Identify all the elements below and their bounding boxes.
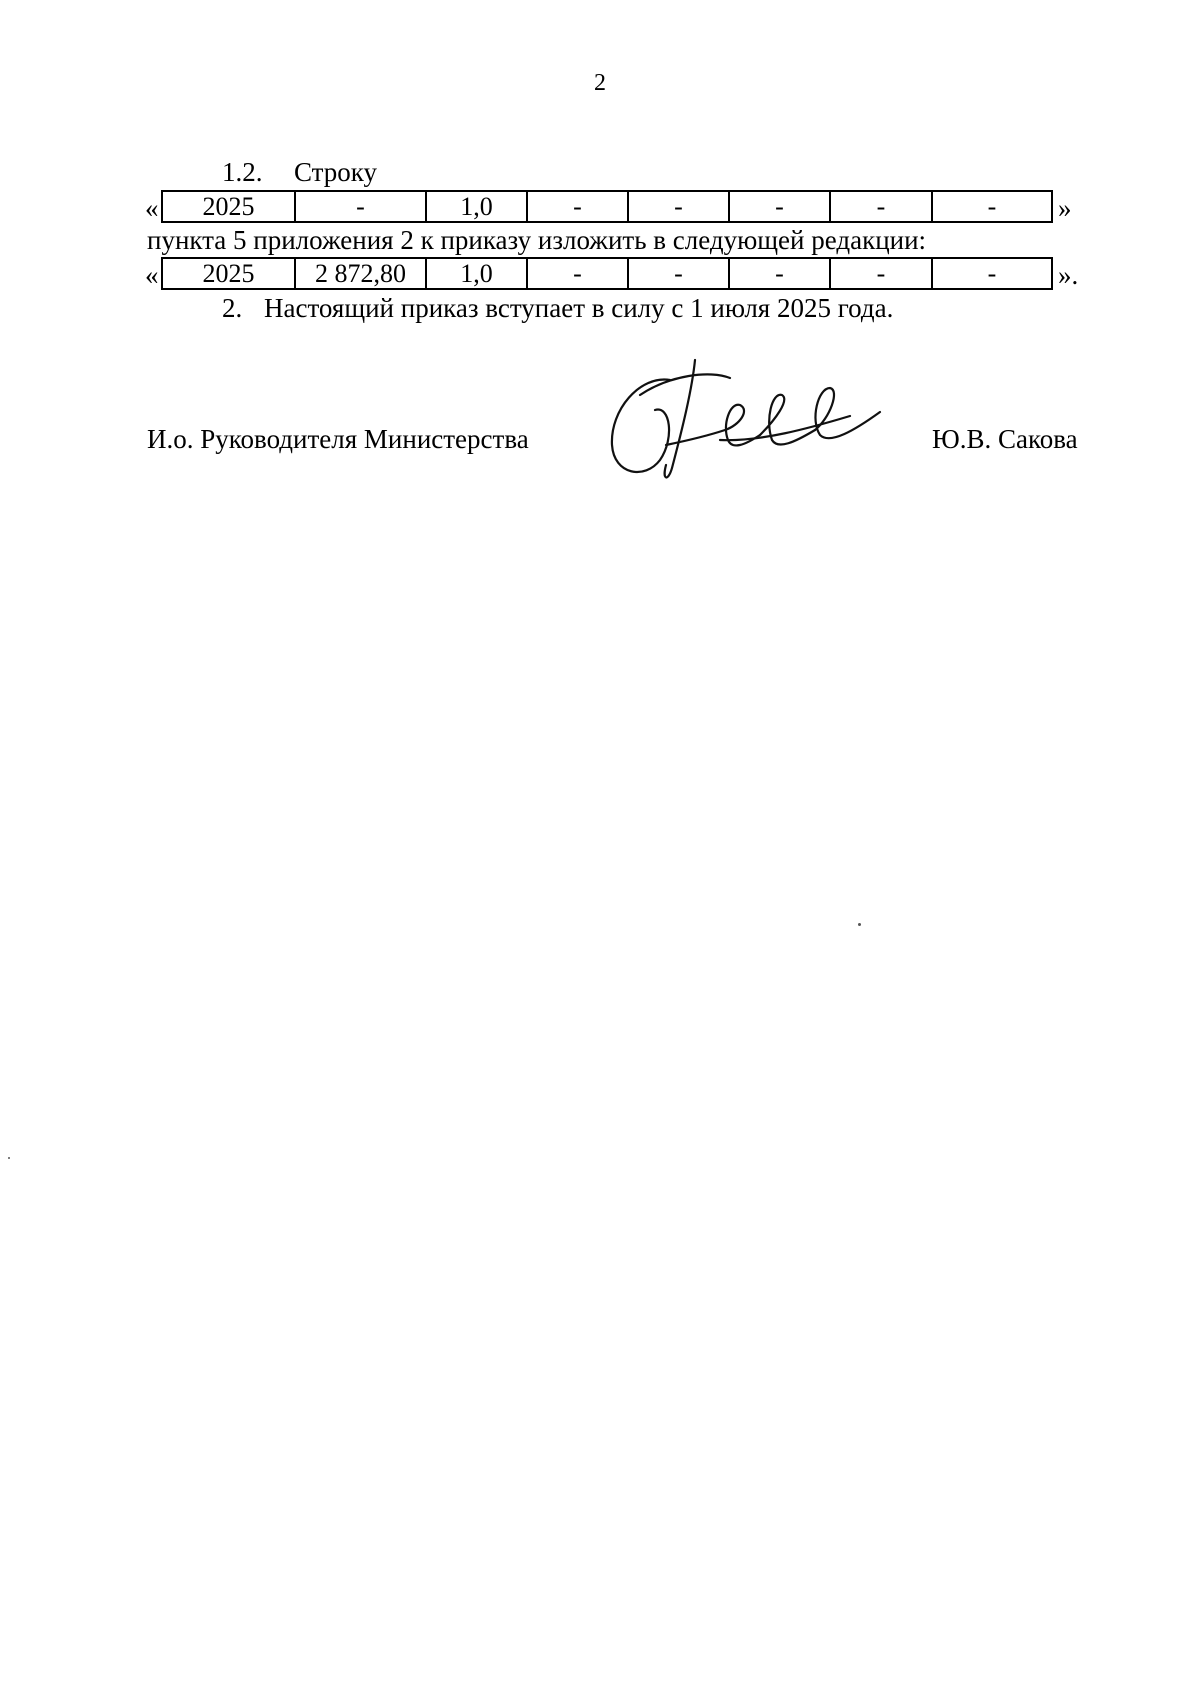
scan-speck	[858, 923, 861, 926]
row-old-open-quote: «	[145, 193, 159, 223]
row-new-cell-2: 2 872,80	[295, 258, 426, 289]
scan-speck	[8, 1157, 10, 1159]
row-old-cell-8: -	[932, 191, 1052, 222]
row-new-cell-4: -	[527, 258, 628, 289]
item-2-number: 2.	[222, 293, 243, 323]
row-new-cell-8: -	[932, 258, 1052, 289]
row-old-cell-6: -	[729, 191, 830, 222]
row-old-cell-7: -	[830, 191, 932, 222]
row-old-cell-year: 2025	[162, 191, 295, 222]
row-new-cell-7: -	[830, 258, 932, 289]
row-old-cell-5: -	[628, 191, 729, 222]
handwritten-signature	[600, 350, 900, 490]
row-new-table	[161, 257, 1053, 290]
row-new-cell-5: -	[628, 258, 729, 289]
row-new-open-quote: «	[145, 260, 159, 290]
signatory-name: Ю.В. Сакова	[932, 424, 1078, 454]
signatory-position: И.о. Руководителя Министерства	[147, 424, 529, 454]
page-number: 2	[594, 70, 606, 96]
row-new-close-quote: ».	[1058, 260, 1079, 290]
table-row	[162, 258, 1052, 289]
row-new-cell-6: -	[729, 258, 830, 289]
item-2-line	[222, 293, 893, 323]
table-row	[162, 191, 1052, 222]
paragraph-text: пункта 5 приложения 2 к приказу изложить в следующей редакции:	[147, 225, 927, 255]
item-1-2-number: 1.2.	[222, 157, 263, 187]
item-1-2-text: Строку	[294, 157, 378, 187]
row-new-cell-year: 2025	[162, 258, 295, 289]
row-old-close-quote: »	[1058, 193, 1072, 223]
row-old-cell-4: -	[527, 191, 628, 222]
row-old-table	[161, 190, 1053, 223]
row-old-cell-2: -	[295, 191, 426, 222]
row-new-cell-3: 1,0	[426, 258, 527, 289]
row-old-cell-3: 1,0	[426, 191, 527, 222]
item-2-text: Настоящий приказ вступает в силу с 1 июля 2025 года.	[264, 293, 894, 323]
item-1-2-line	[222, 157, 377, 187]
